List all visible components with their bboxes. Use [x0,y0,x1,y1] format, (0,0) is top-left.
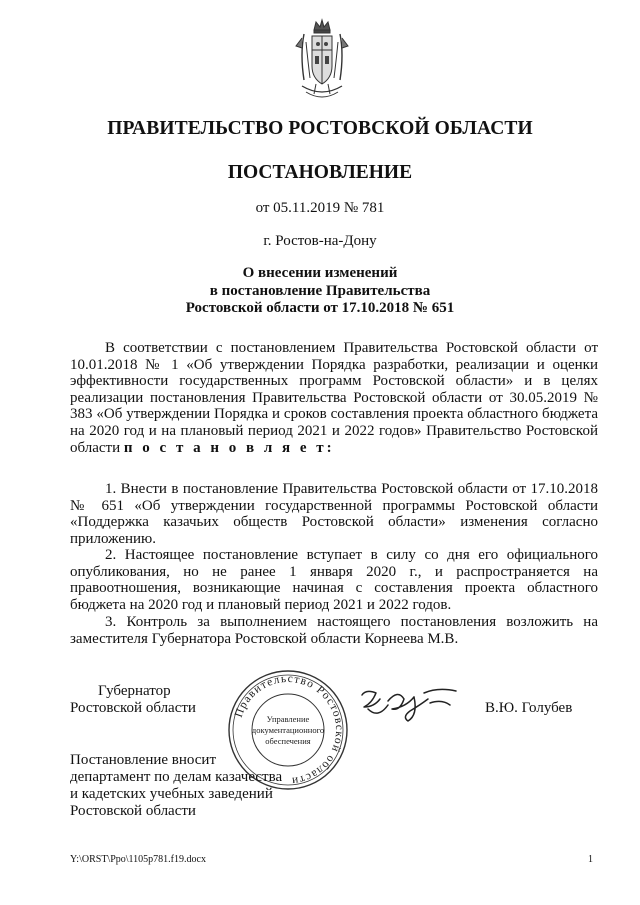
signatory-title-line: Ростовской области [70,700,196,716]
stamp-center-line: Управление [266,714,310,724]
organization-title: ПРАВИТЕЛЬСТВО РОСТОВСКОЙ ОБЛАСТИ [107,118,533,139]
footer-page-number: 1 [588,854,593,865]
coat-of-arms-emblem [294,18,350,106]
submitter-line: Постановление вносит [70,752,217,768]
stamp-ring-text: Правительство Ростовской области [232,672,346,787]
clause-2-text: 2. Настоящее постановление вступает в силу со дня его официального опубликования, но не ранее 1 января 2020 г., и распространяется на правоотношения, возникающие начиная с составления проекта областного бюджета на 2020 год и плановый период 2021 и 2022 годов. [70,547,598,613]
resolves-word: п о с т а н о в л я е т: [123,439,335,456]
submitter-block [70,752,300,820]
clause-3-paragraph [70,614,598,647]
signatory-title [70,683,230,717]
document-type-title: ПОСТАНОВЛЕНИЕ [227,162,413,183]
subject-line: в постановление Правительства [209,282,431,299]
submitter-line: Ростовской области [70,803,196,819]
subject-line: Ростовской области от 17.10.2018 № 651 [185,300,455,316]
clause-1-text: 1. Внести в постановление Правительства Ростовской области от 17.10.2018 № 651 «Об утверждении государственной программы Ростовской области «Поддержка казачьих обществ Ростовской области» изменения согласно приложению. [70,481,598,547]
document-place: г. Ростов-на-Дону [263,233,377,249]
clause-1-paragraph [70,481,598,547]
stamp-center-line: документационного [251,725,325,735]
stamp-center-line: обеспечения [265,736,311,746]
preamble-paragraph [70,340,598,456]
submitter-line: департамент по делам казачества [70,769,283,785]
clause-2-paragraph [70,547,598,613]
submitter-line: и кадетских учебных заведений [70,786,273,802]
preamble-text: В соответствии с постановлением Правительства Ростовской области от 10.01.2018 № 1 «Об утверждении Порядка разработки, реализации и оценки эффективности государственных программ Ростовской области» и в целях реализации постановления Правительства Ростовской области от 30.05.2019 № 383 «Об утверждении Порядка и сроков составления проекта областного бюджета на 2020 год и на плановый период 2021 и 2022 годов» Правительство Ростовской области [70,340,598,456]
document-date-number: от 05.11.2019 № 781 [255,200,385,216]
footer-file-path: Y:\ORST\Ppo\1105p781.f19.docx [70,854,206,865]
signatory-title-line: Губернатор [98,683,171,699]
document-subject [0,265,640,318]
subject-line: О внесении изменений [242,265,398,281]
handwritten-signature [358,685,468,725]
clause-3-text: 3. Контроль за выполнением настоящего постановления возложить на заместителя Губернатора Ростовской области Корнеева М.В. [70,614,598,647]
signatory-name: В.Ю. Голубев [485,700,573,716]
